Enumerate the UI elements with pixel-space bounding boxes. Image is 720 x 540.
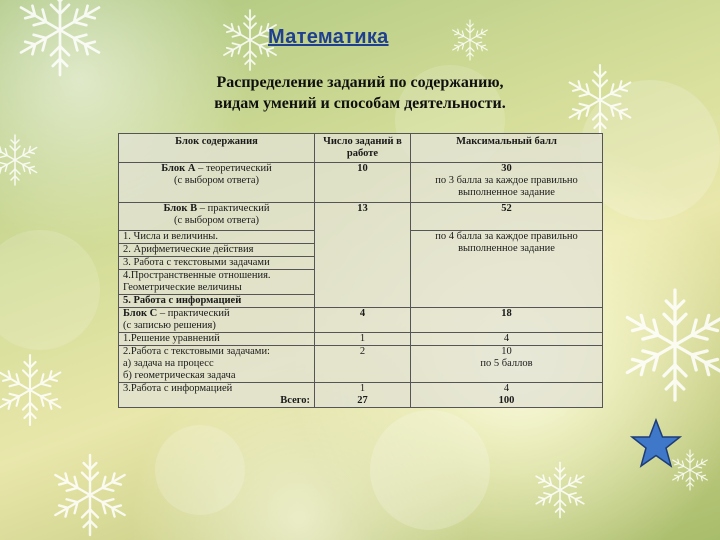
block-c-max: 18 — [411, 308, 603, 333]
c-row-3-cell — [119, 383, 315, 408]
block-b-item-1: 1. Числа и величины. — [119, 231, 315, 244]
c-row-3-label: 3.Работа с информацией — [123, 383, 233, 394]
total-label: Всего: — [280, 395, 310, 406]
table-row — [119, 163, 603, 203]
star-nav-button[interactable] — [630, 418, 682, 470]
block-b-item-3: 3. Работа с текстовыми задачами — [119, 257, 315, 270]
block-a-note: (с выбором ответа) — [173, 175, 260, 186]
header-max-score: Максимальный балл — [411, 134, 603, 163]
c-row-3-count: 1 — [359, 383, 366, 394]
c-row-3-max-cell — [411, 383, 603, 408]
block-c-note: (с записью решения) — [123, 320, 216, 331]
subtitle — [0, 72, 720, 114]
c-row-2-count: 2 — [315, 346, 411, 383]
distribution-table — [118, 133, 603, 408]
block-b-count: 13 — [315, 203, 411, 308]
table-row — [119, 203, 603, 231]
total-count: 27 — [357, 395, 368, 406]
block-b-title: Блок В — [163, 203, 198, 214]
block-b-max: 52 — [411, 203, 603, 231]
block-b-item-4: 4.Пространственные отношения. Геометрические величины — [119, 270, 315, 295]
block-b-item-2: 2. Арифметические действия — [119, 244, 315, 257]
header-task-count: Число заданий в работе — [315, 134, 411, 163]
c-row-2-label: 2.Работа с текстовыми задачами: а) задача на процесс б) геометрическая задача — [119, 346, 315, 383]
total-max: 100 — [498, 395, 515, 406]
table-row — [119, 383, 603, 408]
c-row-3-count-cell — [315, 383, 411, 408]
block-b-max-note: по 4 балла за каждое правильно выполненное задание — [411, 231, 603, 308]
block-a-max-note: по 3 балла за каждое правильно выполненное задание — [435, 175, 578, 198]
block-b-desc: – практический — [197, 203, 270, 214]
block-c-desc: – практический — [157, 308, 230, 319]
table-row — [119, 308, 603, 333]
c-row-1-label: 1.Решение уравнений — [119, 333, 315, 346]
block-b-note: (с выбором ответа) — [173, 215, 260, 226]
block-b-cell — [119, 203, 315, 231]
header-content-block: Блок содержания — [119, 134, 315, 163]
block-a-count: 10 — [315, 163, 411, 203]
table-header-row — [119, 134, 603, 163]
block-c-title: Блок С — [123, 308, 158, 319]
subtitle-line-1: Распределение заданий по содержанию, — [216, 74, 504, 91]
page-title-link[interactable]: Математика — [268, 26, 389, 48]
table-row — [119, 346, 603, 383]
c-row-3-max: 4 — [503, 383, 510, 394]
c-row-1-max: 4 — [411, 333, 603, 346]
block-c-cell — [119, 308, 315, 333]
subtitle-line-2: видам умений и способам деятельности. — [214, 95, 506, 112]
block-a-max-cell — [411, 163, 603, 203]
block-a-cell — [119, 163, 315, 203]
block-a-max: 30 — [501, 163, 512, 174]
table-row — [119, 333, 603, 346]
block-b-item-5: 5. Работа с информацией — [119, 295, 315, 308]
block-a-title: Блок А — [161, 163, 196, 174]
block-c-count: 4 — [315, 308, 411, 333]
c-row-2-max: 10 по 5 баллов — [411, 346, 603, 383]
star-icon — [632, 420, 680, 466]
block-a-desc: – теоретический — [195, 163, 272, 174]
c-row-1-count: 1 — [315, 333, 411, 346]
